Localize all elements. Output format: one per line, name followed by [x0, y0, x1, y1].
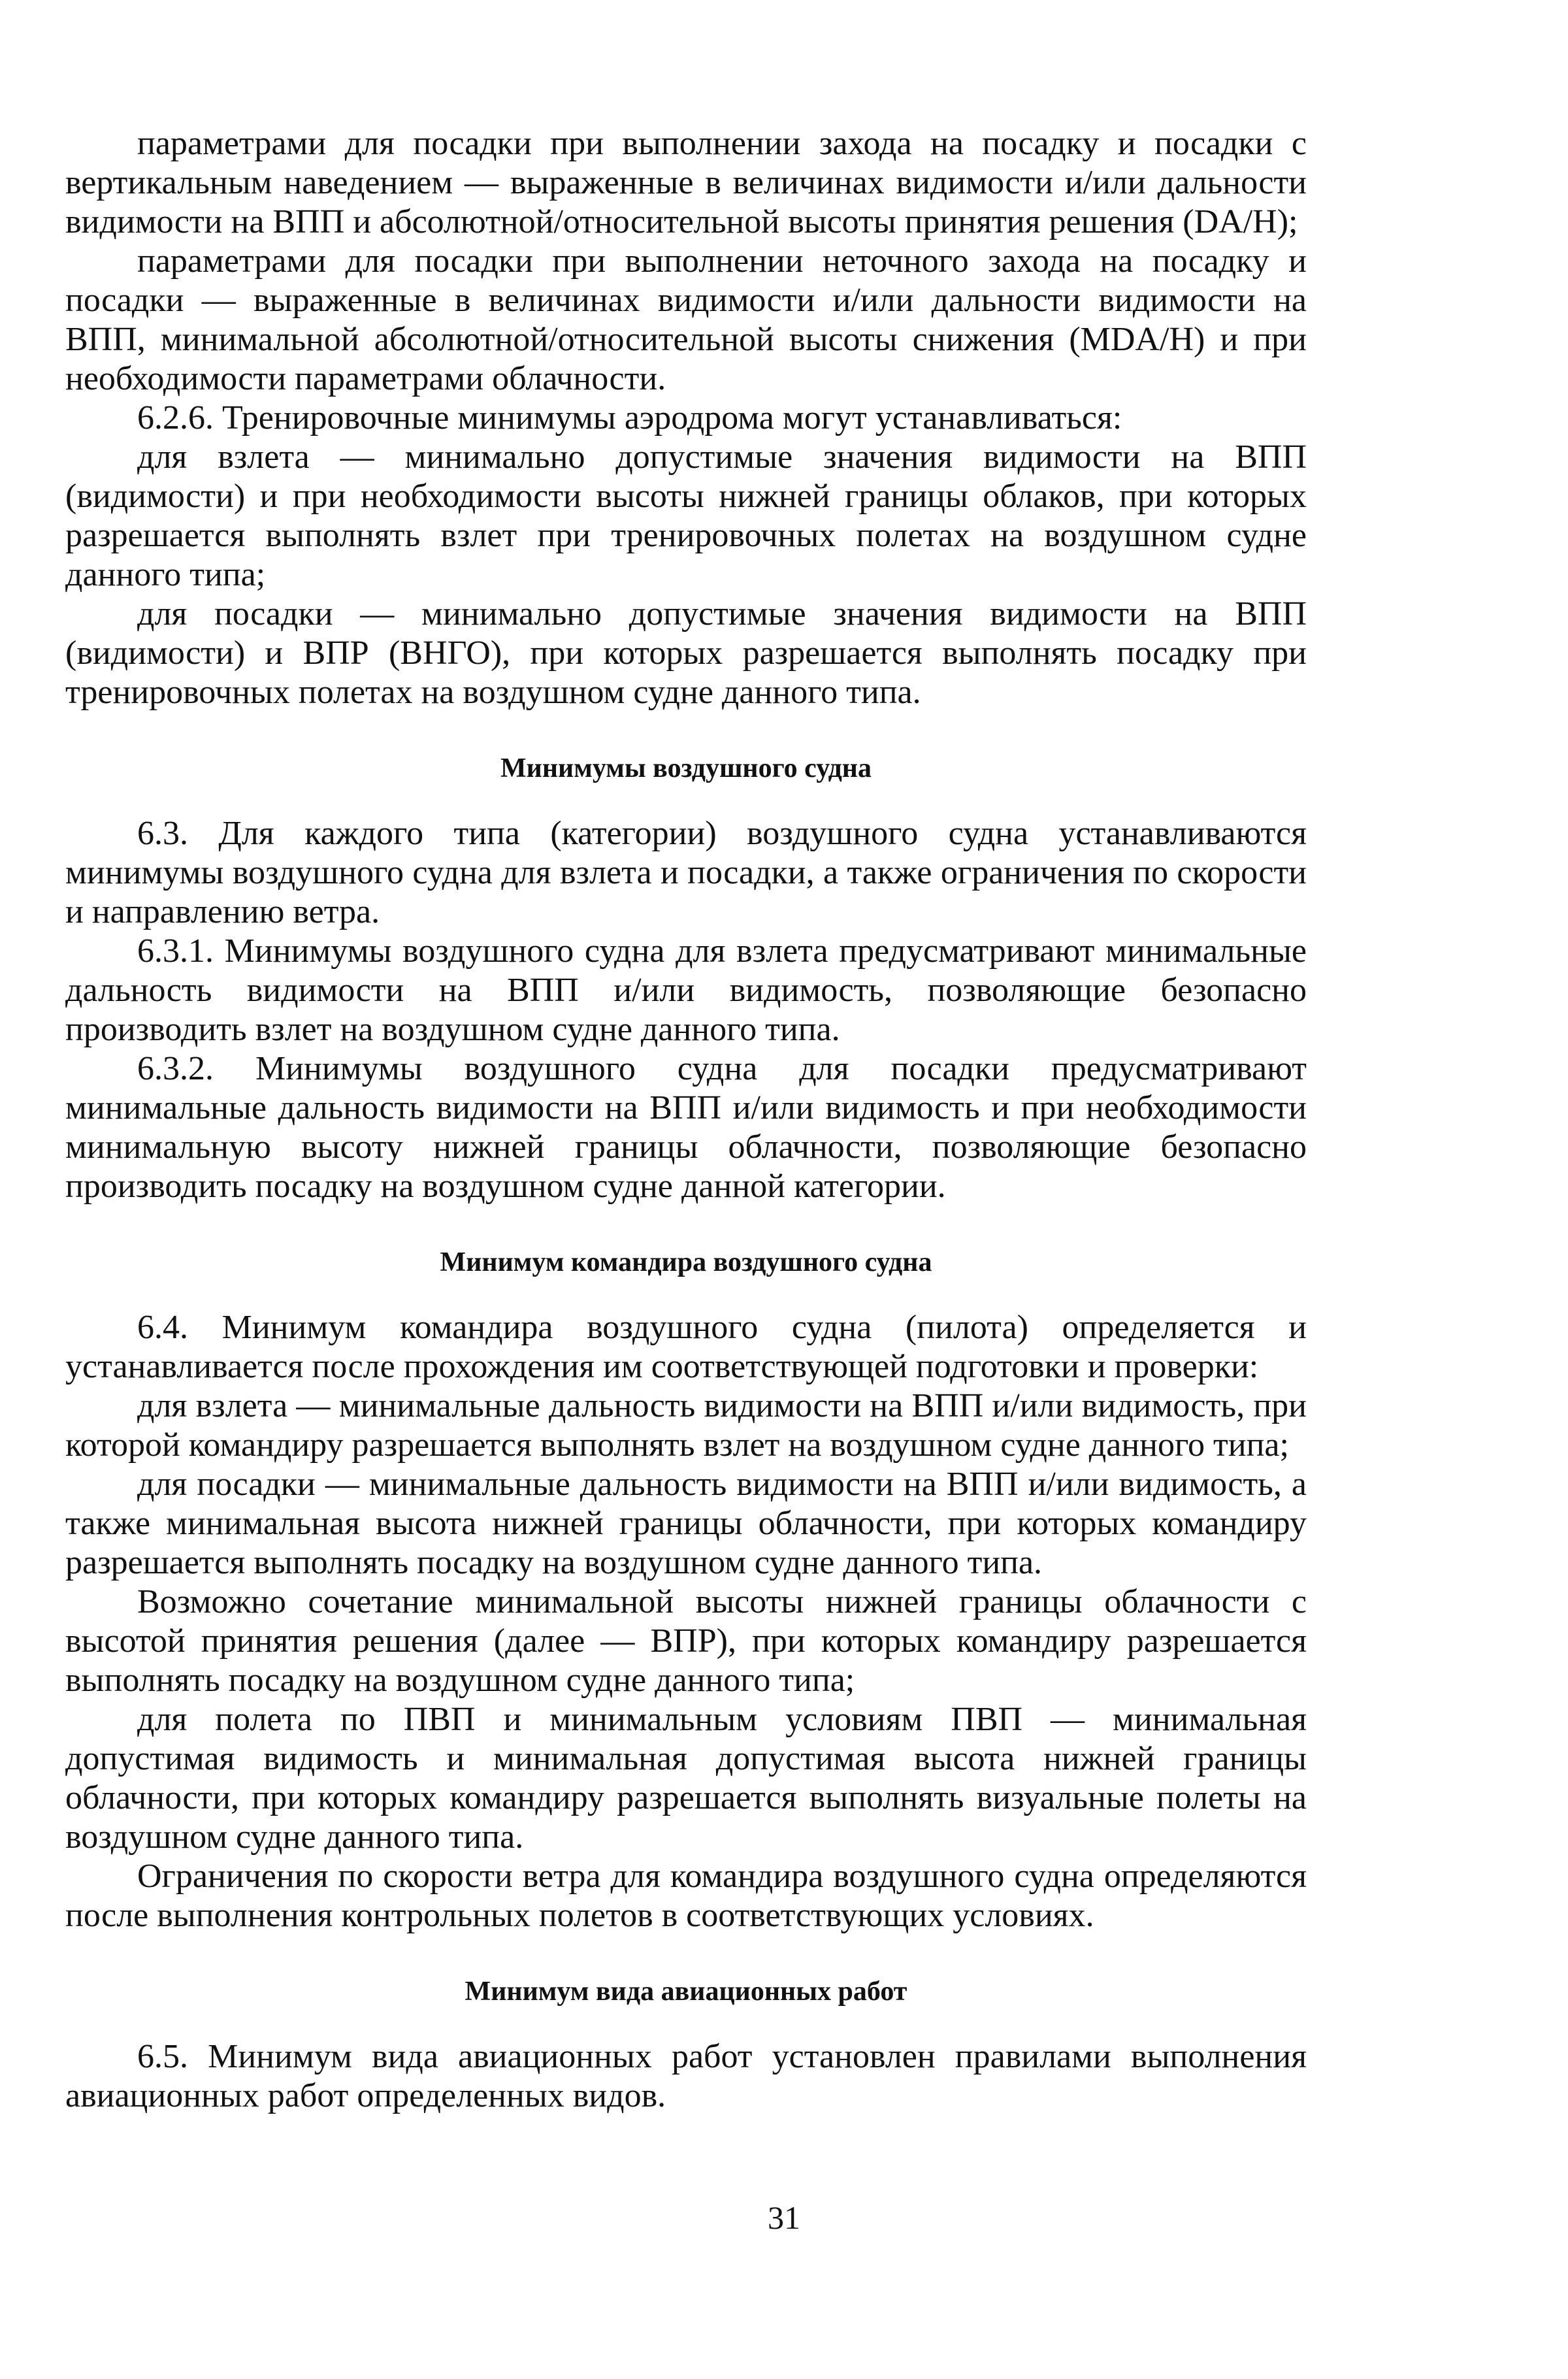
paragraph: 6.3. Для каждого типа (категории) воздушного судна устанавливаются минимумы воздушного судна для взлета и посадки, а также ограничения по скорости и направлению ветра.: [65, 815, 1307, 930]
paragraph: для взлета — минимальные дальность видимости на ВПП и/или видимость, при которой командиру разрешается выполнять взлет на воздушном судне данного типа;: [65, 1387, 1307, 1464]
paragraph: 6.3.1. Минимумы воздушного судна для взлета предусматривают минимальные дальность видимости на ВПП и/или видимость, позволяющие безопасно производить взлет на воздушном судне данного типа.: [65, 932, 1307, 1048]
section-heading: Минимум командира воздушного судна: [440, 1247, 932, 1277]
paragraph: 6.2.6. Тренировочные минимумы аэродрома могут устанавливаться:: [137, 399, 1122, 436]
paragraph: Ограничения по скорости ветра для командира воздушного судна определяются после выполнения контрольных полетов в соответствующих условиях.: [65, 1858, 1307, 1934]
paragraph: параметрами для посадки при выполнении неточного захода на посадку и посадки — выраженные в величинах видимости и/или дальности видимости на ВПП, минимальной абсолютной/относительной высоты снижения (MDA/H) и при необходимости параметрами облачности.: [65, 242, 1307, 397]
paragraph: 6.5. Минимум вида авиационных работ установлен правилами выполнения авиационных работ определенных видов.: [65, 2038, 1307, 2114]
document-page: [65, 124, 1307, 2116]
section-heading: Минимумы воздушного судна: [500, 753, 872, 783]
paragraph: 6.3.2. Минимумы воздушного судна для посадки предусматривают минимальные дальность видимости на ВПП и/или видимость и при необходимости минимальную высоту нижней границы облачности, позволяющие безопасно производить посадку на воздушном судне данной категории.: [65, 1050, 1307, 1205]
page-number: 31: [768, 2199, 800, 2236]
paragraph: для посадки — минимальные дальность видимости на ВПП и/или видимость, а также минимальная высота нижней границы облачности, при которых командиру разрешается выполнять посадку на воздушном судне данного типа.: [65, 1466, 1307, 1581]
section-heading: Минимум вида авиационных работ: [465, 1977, 907, 2007]
paragraph: для полета по ПВП и минимальным условиям ПВП — минимальная допустимая видимость и минимальная допустимая высота нижней границы облачности, при которых командиру разрешается выполнять визуальные полеты на воздушном судне данного типа.: [65, 1701, 1307, 1856]
paragraph: для посадки — минимально допустимые значения видимости на ВПП (видимости) и ВПР (ВНГО), при которых разрешается выполнять посадку при тренировочных полетах на воздушном судне данного типа.: [65, 595, 1307, 711]
paragraph: для взлета — минимально допустимые значения видимости на ВПП (видимости) и при необходимости высоты нижней границы облаков, при которых разрешается выполнять взлет при тренировочных полетах на воздушном судне данного типа;: [65, 438, 1307, 593]
paragraph: параметрами для посадки при выполнении захода на посадку и посадки с вертикальным наведением — выраженные в величинах видимости и/или дальности видимости на ВПП и абсолютной/относительной высоты принятия решения (DA/H);: [65, 125, 1307, 240]
paragraph: Возможно сочетание минимальной высоты нижней границы облачности с высотой принятия решения (далее — ВПР), при которых командиру разрешается выполнять посадку на воздушном судне данного типа;: [65, 1583, 1307, 1699]
paragraph: 6.4. Минимум командира воздушного судна (пилота) определяется и устанавливается после прохождения им соответствующей подготовки и проверки:: [65, 1309, 1307, 1385]
